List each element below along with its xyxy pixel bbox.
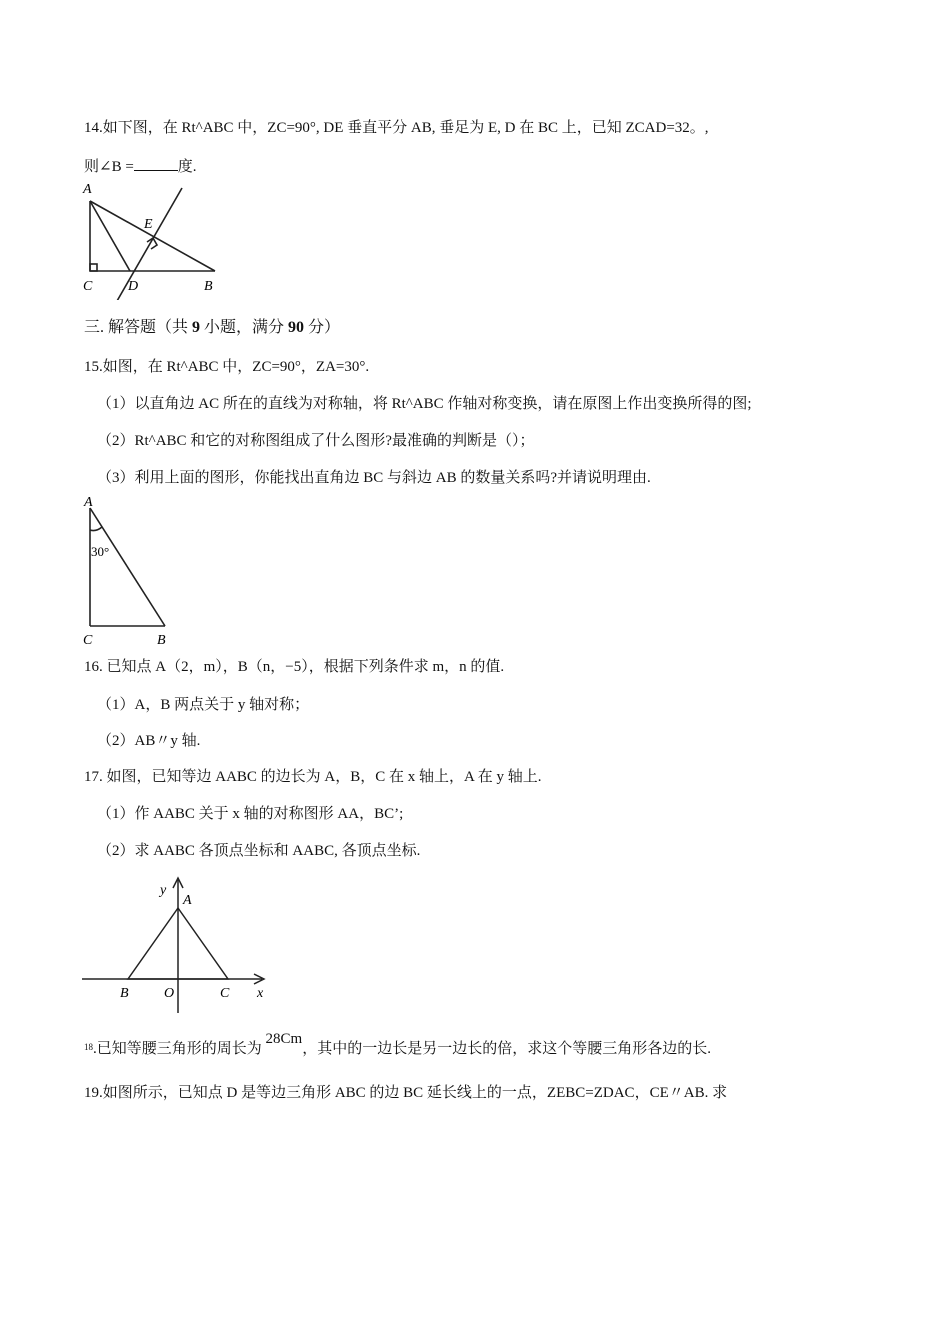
section-heading: 三. 解答题（共 9 小题，满分 90 分） [84,319,341,336]
q16-part1: （1）A，B 两点关于 y 轴对称； [97,697,310,713]
label-c: C [220,986,230,1001]
angle-arc [90,527,102,531]
label-b: B [157,633,166,648]
answer-blank [134,156,178,171]
q18-stem: $^{18}$.已知等腰三角形的周长为 28Cm，其中的一边长是另一边长的倍，求这个等腰三角形各边的长. [84,1031,711,1057]
q17-stem: 17. 如图，已知等边 AABC 的边长为 A，B，C 在 x 轴上，A 在 y 轴上. [84,769,542,785]
q15-figure [80,494,180,649]
q18-number: 18 [84,1042,93,1052]
right-angle-marker-c [90,264,97,271]
label-y: y [160,883,167,898]
label-o: O [164,986,175,1001]
label-c: C [83,279,93,294]
q15-part2: （2）Rt^ABC 和它的对称图组成了什么图形?最准确的判断是（）； [97,433,535,449]
label-c: C [83,633,93,648]
label-e: E [144,217,153,232]
label-a: A [84,495,93,510]
label-d: D [128,279,139,294]
segment-ab [90,201,215,271]
label-b: B [204,279,213,294]
label-b: B [120,986,129,1001]
q15-part3: （3）利用上面的图形，你能找出直角边 BC 与斜边 AB 的数量关系吗?并请说明理由. [97,470,651,486]
q15-stem: 15.如图，在 Rt^ABC 中，ZC=90°，ZA=30°. [84,359,370,375]
q16-part2: （2）AB〃y 轴. [97,733,201,749]
angle-label: 30° [91,544,110,559]
q14-answer-line [84,156,197,177]
q14-suffix: 度. [177,159,197,175]
q17-part2: （2）求 AABC 各顶点坐标和 AABC, 各顶点坐标. [97,843,421,859]
q19-stem: 19.如图所示，已知点 D 是等边三角形 ABC 的边 BC 延长线上的一点，ZEBC=ZDAC，CE〃AB. 求 [84,1085,728,1101]
q14-prefix: 则∠B = [84,159,134,175]
question-count: 9 [192,319,201,336]
q17-part1: （1）作 AABC 关于 x 轴的对称图形 AA，BC’; [97,806,404,822]
q17-figure [80,870,280,1015]
label-a: A [83,182,92,197]
q15-part1: （1）以直角边 AC 所在的直线为对称轴，将 Rt^ABC 作轴对称变换，请在原图上作出变换所得的图; [97,396,752,412]
perimeter-value: 28Cm [265,1031,303,1047]
q16-stem: 16. 已知点 A（2，m），B（n，−5），根据下列条件求 m，n 的值. [84,659,505,675]
label-a: A [183,893,192,908]
segment-ab [90,508,165,626]
total-score: 90 [288,319,305,336]
q14-stem: 14.如下图，在 Rt^ABC 中，ZC=90°, DE 垂直平分 AB, 垂足为 E, D 在 BC 上，已知 ZCAD=32。, [84,120,709,136]
q14-figure [80,180,230,300]
label-x: x [257,986,264,1001]
perpendicular-bisector [113,188,182,300]
